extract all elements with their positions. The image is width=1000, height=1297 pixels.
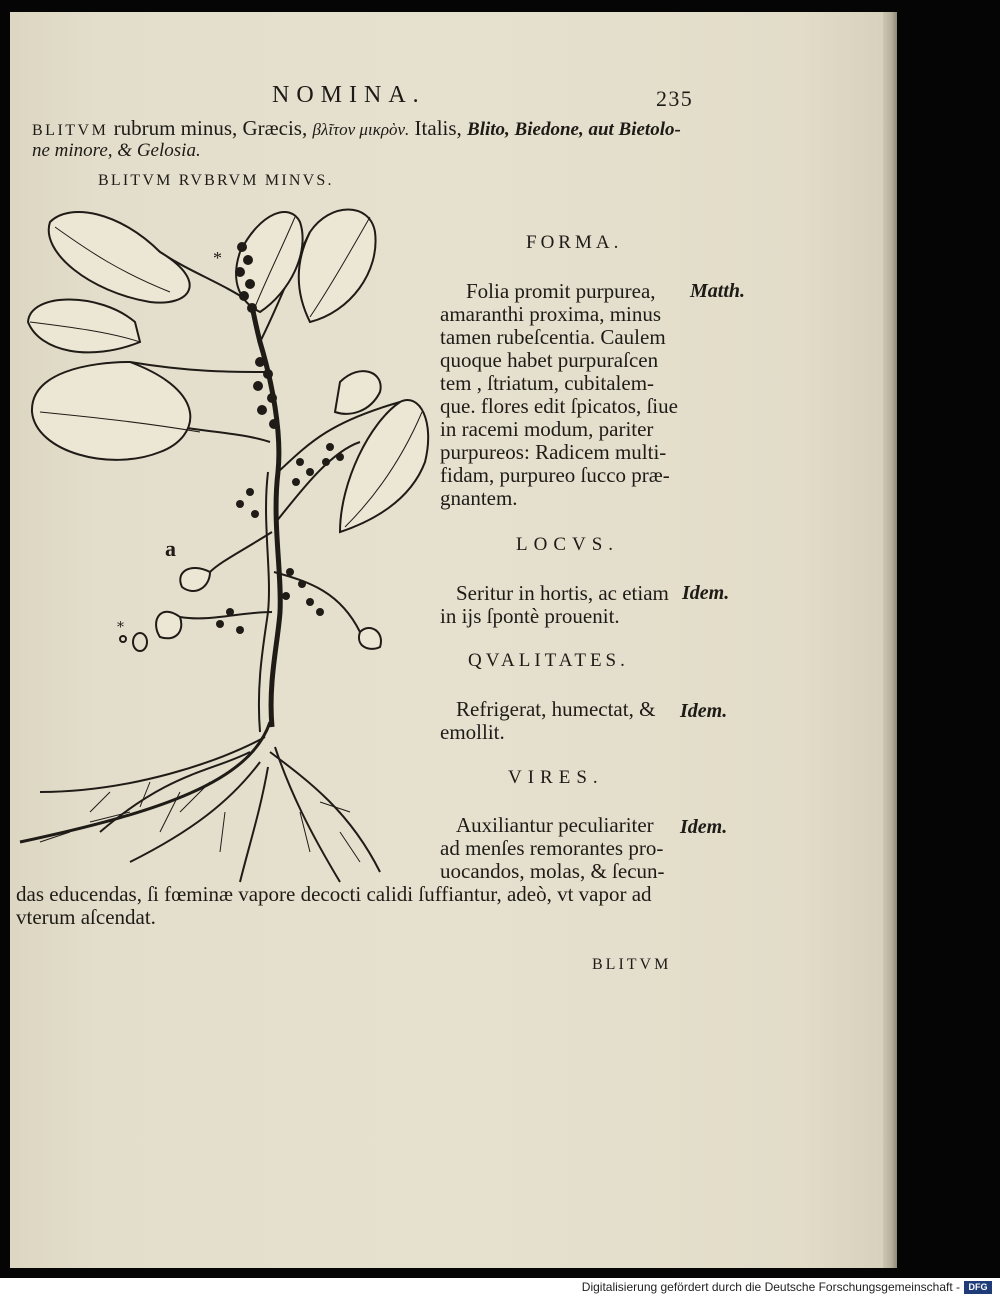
heading-qualitates: QVALITATES.: [468, 650, 629, 671]
names-italis: Italis,: [409, 116, 468, 140]
margin-note-idem-vires: Idem.: [680, 816, 728, 838]
catchword: BLITVM: [592, 956, 672, 973]
vires-line-4: das educendas, ſi fœminæ vapore decocti calidi ſuffiantur, adeò, vt vapor ad: [16, 882, 652, 906]
qualitates-line-2: emollit.: [440, 720, 505, 744]
names-line-1: [32, 116, 681, 141]
forma-line-5: tem , ſtriatum, cubitalem-: [440, 371, 655, 395]
vires-line-5: vterum aſcendat.: [16, 905, 156, 929]
forma-line-7: in racemi modum, pariter: [440, 417, 654, 441]
heading-locus: LOCVS.: [516, 534, 620, 555]
running-title: NOMINA.: [272, 82, 426, 108]
plant-woodcut-illustration: [10, 192, 440, 892]
margin-note-matth: Matth.: [690, 280, 746, 302]
funding-credit-text: Digitalisierung gefördert durch die Deutsche Forschungsgemeinschaft -: [581, 1280, 960, 1294]
figure-label-a: a: [165, 536, 176, 561]
names-greek: βλῖτον μικρὸν.: [312, 120, 410, 139]
forma-line-8: purpureos: Radicem multi-: [440, 440, 667, 464]
funding-footer: [0, 1278, 1000, 1297]
page-number: 235: [656, 86, 694, 111]
locus-line-2: in ijs ſpontè prouenit.: [440, 604, 620, 628]
book-page: [10, 12, 888, 1268]
margin-note-idem-locus: Idem.: [682, 582, 730, 604]
page-spine-edge: [883, 12, 897, 1268]
vires-line-3: uocandos, molas, & ſecun-: [440, 859, 665, 883]
forma-line-9: fidam, purpureo ſucco præ-: [440, 463, 670, 487]
forma-line-10: gnantem.: [440, 486, 518, 510]
heading-vires: VIRES.: [508, 767, 604, 788]
forma-line-3: tamen rubeſcentia. Caulem: [440, 325, 666, 349]
forma-line-4: quoque habet purpuraſcen: [440, 348, 659, 372]
dfg-logo-icon[interactable]: DFG: [964, 1281, 992, 1294]
vires-line-2: ad menſes remorantes pro-: [440, 836, 664, 860]
names-lead: BLITVM: [32, 122, 109, 139]
locus-line-1: Seritur in hortis, ac etiam: [456, 581, 669, 605]
vires-line-1: Auxiliantur peculiariter: [456, 813, 654, 837]
margin-note-idem-qualitates: Idem.: [680, 700, 728, 722]
forma-line-1: Folia promit purpurea,: [466, 279, 656, 303]
forma-line-2: amaranthi proxima, minus: [440, 302, 662, 326]
names-latin: rubrum minus, Græcis,: [108, 116, 313, 140]
names-line-2: ne minore, & Gelosia.: [32, 140, 201, 161]
names-italian: Blito, Biedone, aut Bietolo-: [467, 119, 681, 140]
forma-line-6: que. flores edit ſpicatos, ſiue: [440, 394, 678, 418]
figure-caption: BLITVM RVBRVM MINVS.: [98, 172, 334, 189]
figure-seed-mark: ⁎: [117, 616, 124, 631]
heading-forma: FORMA.: [526, 232, 623, 253]
figure-star-mark: *: [213, 248, 222, 268]
qualitates-line-1: Refrigerat, humectat, &: [456, 697, 656, 721]
